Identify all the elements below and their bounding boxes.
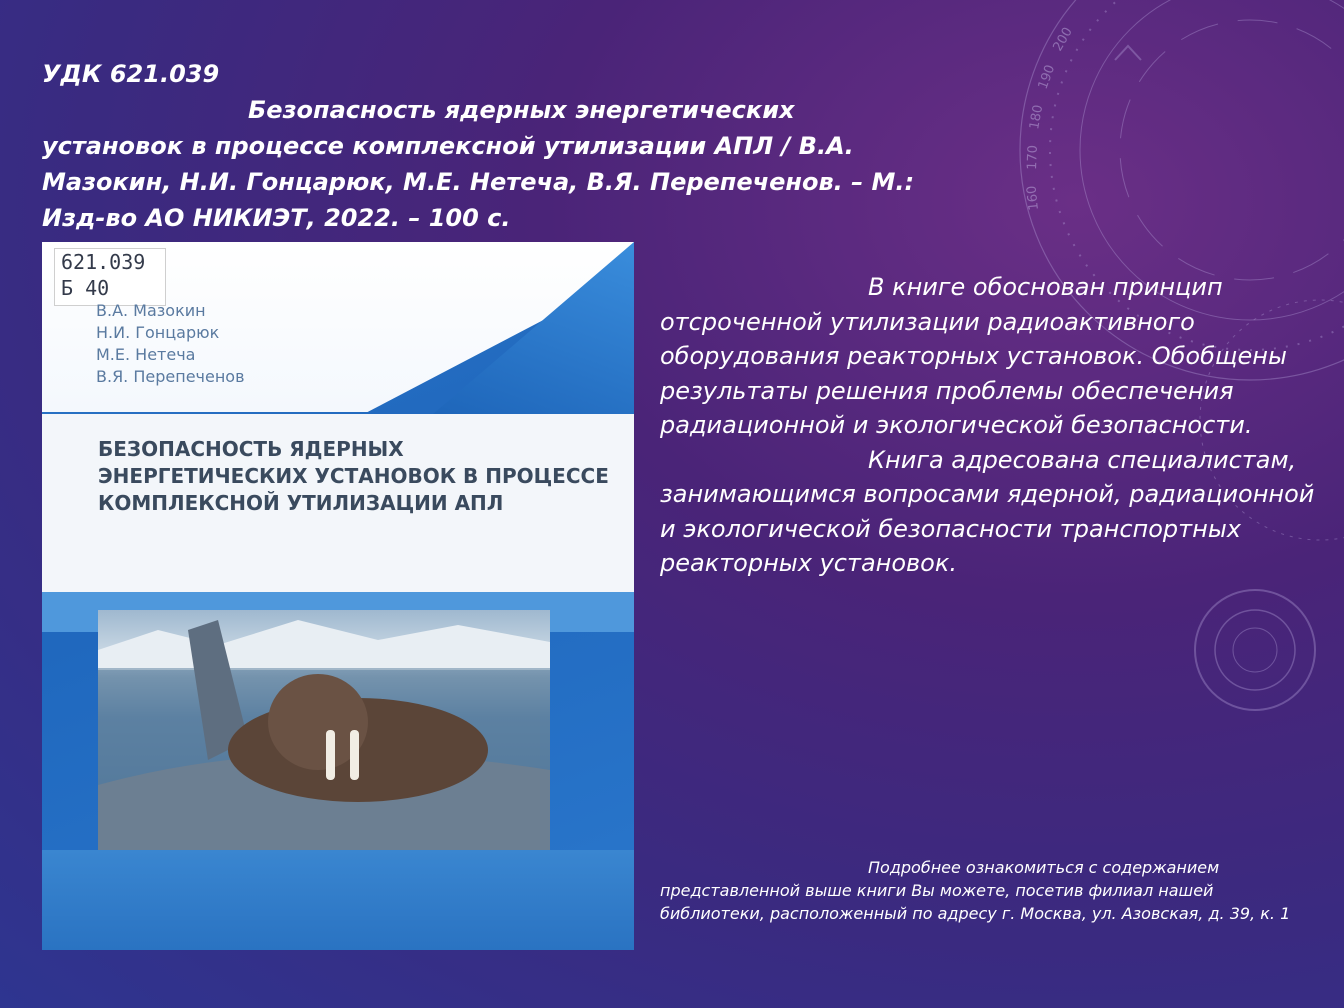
description-paragraph-1: В книге обоснован принцип отсроченной утилизации радиоактивного оборудования реакторных установок. Обобщены результаты решения проблемы обеспечения радиационной и экологической безопасности. [660,273,1287,439]
cover-author: М.Е. Нетеча [96,345,196,364]
dial-label-180: 180 [1027,103,1047,131]
dial-label-200: 200 [1050,24,1076,54]
book-citation-header [42,56,922,236]
note-text: Подробнее ознакомиться с содержанием представленной выше книги Вы можете, посетив филиал нашей библиотеки, расположенный по адресу г. Москва, ул. Азовская, д. 39, к. 1 [660,858,1291,923]
call-number-line1: 621.039 [61,250,146,274]
cover-author: В.Я. Перепеченов [96,367,245,386]
book-cover-image [42,242,634,950]
cover-author: Н.И. Гонцарюк [96,323,220,342]
book-description [660,270,1320,581]
udk-code: УДК 621.039 [42,60,220,88]
dial-label-190: 190 [1035,62,1059,92]
citation-text: Безопасность ядерных энергетических установок в процессе комплексной утилизации АПЛ / В.А. Мазокин, Н.И. Гонцарюк, М.Е. Нетеча, В.Я. Перепеченов. – М.: Изд-во АО НИКИЭТ, 2022. – 100 с. [42,96,915,232]
description-paragraph-2: Книга адресована специалистам, занимающимся вопросами ядерной, радиационной и экологической безопасности транспортных реакторных установок. [660,445,1315,577]
call-number-sticker [54,248,166,306]
call-number-line2: Б 40 [61,276,110,300]
cover-authors [96,300,245,388]
cover-title: БЕЗОПАСНОСТЬ ЯДЕРНЫХ ЭНЕРГЕТИЧЕСКИХ УСТАНОВОК В ПРОЦЕССЕ КОМПЛЕКСНОЙ УТИЛИЗАЦИИ АПЛ [98,437,609,515]
dial-label-170: 170 [1025,144,1041,171]
library-visit-note [660,856,1310,925]
walrus-on-submarine-photo [98,610,550,850]
dial-label-160: 160 [1024,184,1042,212]
cover-author: В.А. Мазокин [96,301,206,320]
